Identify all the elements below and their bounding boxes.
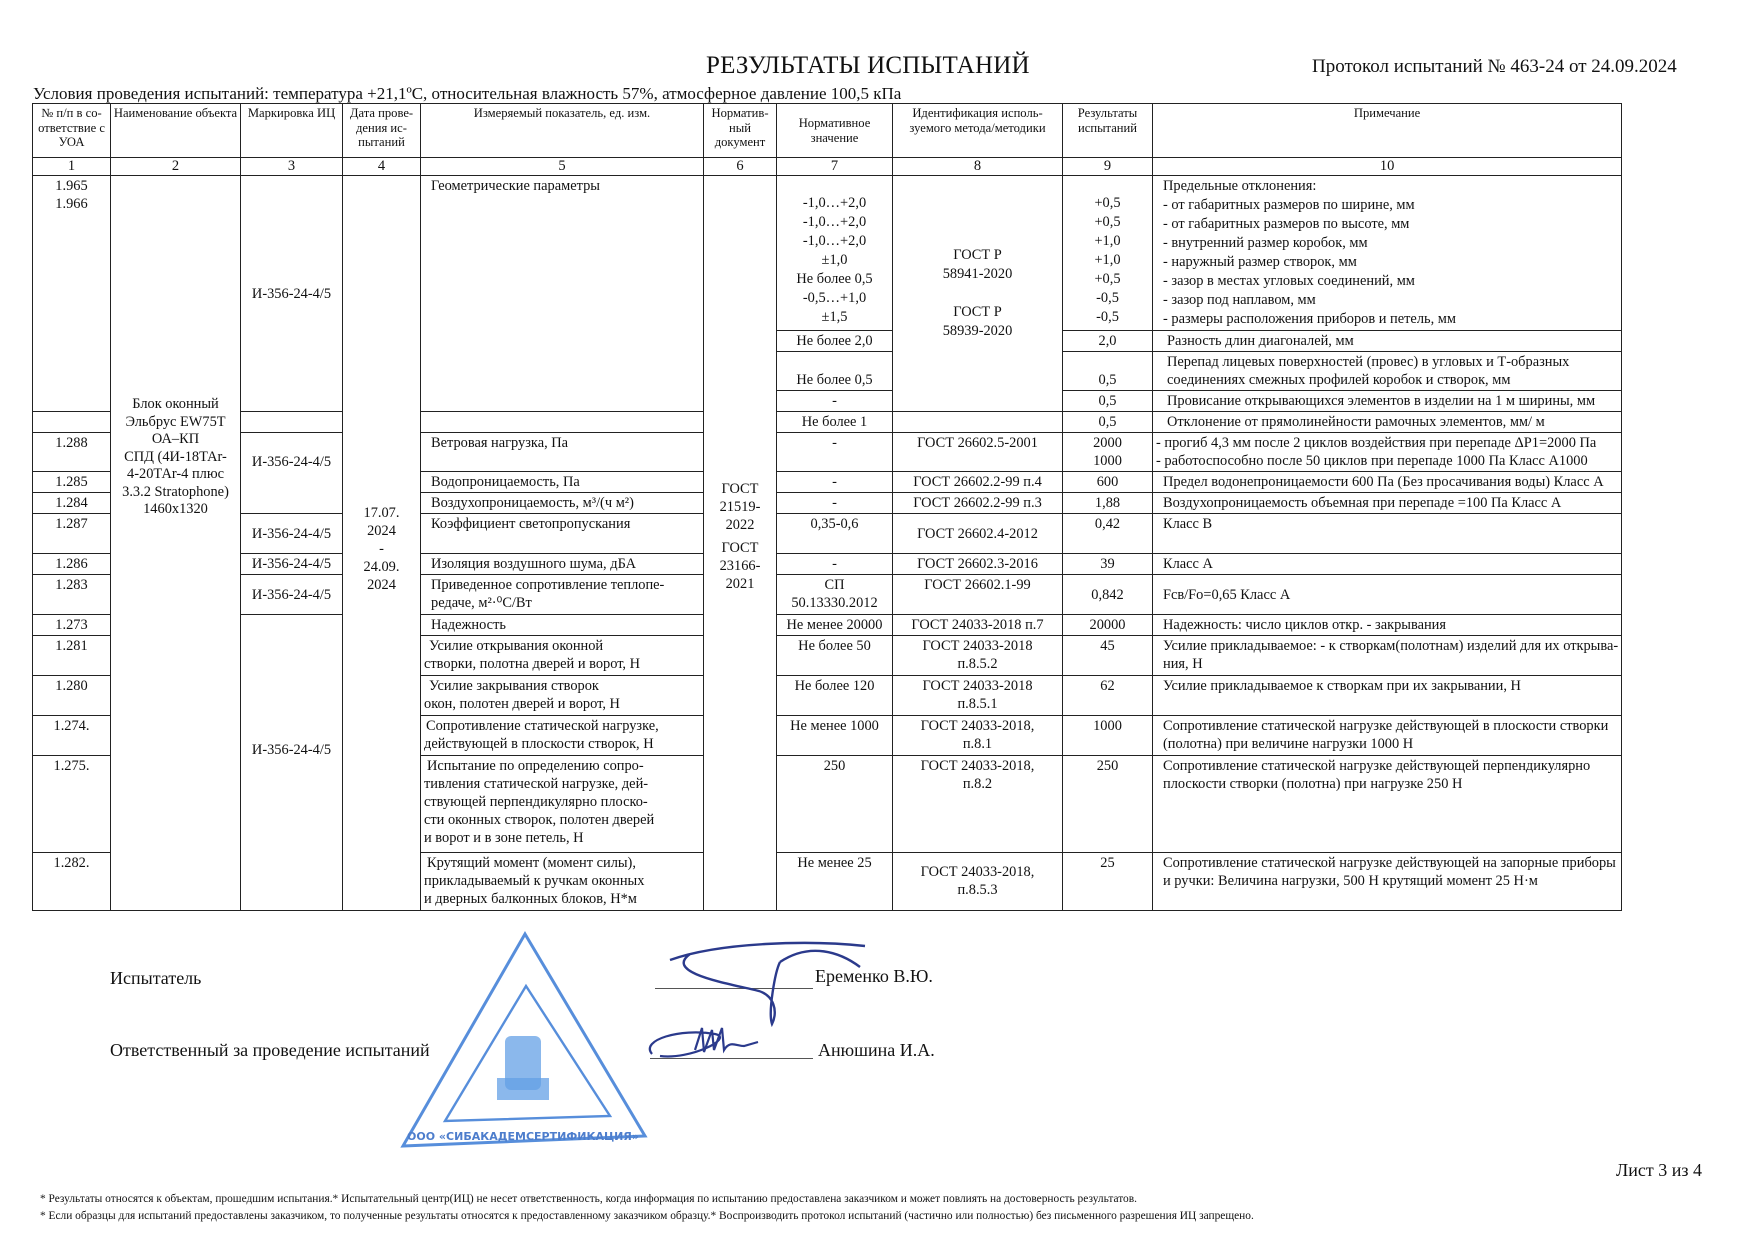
col-header: № п/п в со-ответствие с УОА bbox=[33, 104, 111, 158]
method: ГОСТ 24033-2018 п.8.5.1 bbox=[893, 676, 1063, 716]
note: Сопротивление статической нагрузке действующей на запорные приборы и ручки: Величина нагрузки, 500 Н крутящий момент 25 Н·м bbox=[1153, 853, 1622, 911]
indicator: Геометрические параметры bbox=[421, 176, 704, 412]
table-row bbox=[33, 514, 1622, 554]
indicator: Коэффициент светопропускания bbox=[421, 514, 704, 554]
table-row bbox=[33, 412, 1622, 433]
result-value: 0,5 bbox=[1063, 352, 1153, 391]
result-value: 45 bbox=[1063, 636, 1153, 676]
marking-id: И-356-24-4/5 bbox=[241, 514, 343, 554]
norm-value: - bbox=[777, 554, 893, 575]
result-value: 0,5 bbox=[1063, 391, 1153, 412]
tester-label: Испытатель bbox=[110, 968, 202, 988]
result-values: +0,5 +0,5 +1,0 +1,0 +0,5 -0,5 -0,5 bbox=[1063, 176, 1153, 331]
indicator: Усилие закрывания створок окон, полотен дверей и ворот, Н bbox=[421, 676, 704, 716]
note: Усилие прикладываемое к створкам при их закрывании, Н bbox=[1153, 676, 1622, 716]
item-id: 1.285 bbox=[33, 472, 111, 493]
results-table bbox=[32, 103, 1622, 911]
table-row bbox=[33, 554, 1622, 575]
test-dates: 17.07. 2024 - 24.09. 2024 bbox=[343, 176, 421, 911]
col-number: 6 bbox=[704, 158, 777, 176]
norm-value: Не более 1 bbox=[777, 412, 893, 433]
result-value: 1,88 bbox=[1063, 493, 1153, 514]
indicator: Надежность bbox=[421, 615, 704, 636]
table-row bbox=[33, 433, 1622, 472]
item-id: 1.280 bbox=[33, 676, 111, 716]
col-number: 1 bbox=[33, 158, 111, 176]
item-id: 1.287 bbox=[33, 514, 111, 554]
norm-value: Не более 2,0 bbox=[777, 331, 893, 352]
note: Отклонение от прямолинейности рамочных элементов, мм/ м bbox=[1153, 412, 1622, 433]
result-value: 2,0 bbox=[1063, 331, 1153, 352]
tester-signature bbox=[660, 932, 880, 1027]
footnote: * Если образцы для испытаний предоставлены заказчиком, то полученные результаты относятся к предоставленному заказчиком образцу.* Воспроизводить протокол испытаний (частично или полностью) без письменного разрешения ИЦ запрещено. bbox=[40, 1210, 1254, 1222]
col-number: 4 bbox=[343, 158, 421, 176]
result-value: 250 bbox=[1063, 756, 1153, 853]
note: Fсв/Fо=0,65 Класс А bbox=[1153, 575, 1622, 615]
norm-value: - bbox=[777, 472, 893, 493]
indicator: Сопротивление статической нагрузке, действующей в плоскости створок, Н bbox=[421, 716, 704, 756]
col-header: Маркировка ИЦ bbox=[241, 104, 343, 158]
col-header: Дата прове-дения ис-пытаний bbox=[343, 104, 421, 158]
result-value: 0,5 bbox=[1063, 412, 1153, 433]
norm-value: 0,35-0,6 bbox=[777, 514, 893, 554]
method: ГОСТ 24033-2018, п.8.2 bbox=[893, 756, 1063, 853]
marking-id: И-356-24-4/5 bbox=[241, 575, 343, 615]
marking-id: И-356-24-4/5 bbox=[241, 554, 343, 575]
method: ГОСТ 26602.4-2012 bbox=[893, 514, 1063, 554]
norm-value: Не менее 1000 bbox=[777, 716, 893, 756]
col-header: Результаты испытаний bbox=[1063, 104, 1153, 158]
indicator: Водопроницаемость, Па bbox=[421, 472, 704, 493]
item-id: 1.274. bbox=[33, 716, 111, 756]
note: Провисание открывающихся элементов в изделии на 1 м ширины, мм bbox=[1153, 391, 1622, 412]
norm-value: - bbox=[777, 493, 893, 514]
col-header: Примечание bbox=[1153, 104, 1622, 158]
col-number: 10 bbox=[1153, 158, 1622, 176]
col-header: Норматив-ный документ bbox=[704, 104, 777, 158]
result-value: 62 bbox=[1063, 676, 1153, 716]
indicator: Приведенное сопротивление теплопе- редаче, м²·⁰С/Вт bbox=[421, 575, 704, 615]
table-row bbox=[33, 615, 1622, 636]
note: Предел водонепроницаемости 600 Па (Без просачивания воды) Класс А bbox=[1153, 472, 1622, 493]
method: ГОСТ 24033-2018, п.8.5.3 bbox=[893, 853, 1063, 911]
note: Перепад лицевых поверхностей (провес) в угловых и Т-образных соединениях смежных профилей коробок и створок, мм bbox=[1153, 352, 1622, 391]
norm-value: - bbox=[777, 391, 893, 412]
column-numbers-row bbox=[33, 158, 1622, 176]
responsible-label: Ответственный за проведение испытаний bbox=[110, 1040, 430, 1060]
norm-document: ГОСТ 21519- 2022 ГОСТ 23166- 2021 bbox=[704, 176, 777, 911]
object-name: Блок оконный Эльбрус EW75T ОА–КП СПД (4И-18ТАr- 4-20ТАr-4 плюс 3.3.2 Stratophone) 1460x1320 bbox=[111, 176, 241, 911]
item-id: 1.273 bbox=[33, 615, 111, 636]
indicator: Усилие открывания оконной створки, полотна дверей и ворот, Н bbox=[421, 636, 704, 676]
result-value: 1000 bbox=[1063, 716, 1153, 756]
tester-name: Еременко В.Ю. bbox=[815, 966, 933, 986]
col-header: Наименование объекта bbox=[111, 104, 241, 158]
method: ГОСТ 26602.1-99 bbox=[893, 575, 1063, 615]
responsible-signature bbox=[640, 1020, 820, 1070]
indicator: Изоляция воздушного шума, дБА bbox=[421, 554, 704, 575]
item-id: 1.275. bbox=[33, 756, 111, 853]
item-id: 1.288 bbox=[33, 433, 111, 472]
note: Сопротивление статической нагрузке действующей в плоскости створки (полотна) при величине нагрузки 1000 Н bbox=[1153, 716, 1622, 756]
note: Разность длин диагоналей, мм bbox=[1153, 331, 1622, 352]
stamp-org-name: ООО «СИБАКАДЕМСЕРТИФИКАЦИЯ» bbox=[407, 1130, 639, 1143]
table-row bbox=[33, 176, 1622, 331]
marking-id: И-356-24-4/5 bbox=[241, 176, 343, 412]
norm-value: - bbox=[777, 433, 893, 472]
col-number: 8 bbox=[893, 158, 1063, 176]
note: Воздухопроницаемость объемная при перепаде =100 Па Класс А bbox=[1153, 493, 1622, 514]
norm-value: Не менее 20000 bbox=[777, 615, 893, 636]
method: ГОСТ 26602.3-2016 bbox=[893, 554, 1063, 575]
note: Усилие прикладываемое: - к створкам(полотнам) изделий для их открыва- ния, Н bbox=[1153, 636, 1622, 676]
norm-value: Не менее 25 bbox=[777, 853, 893, 911]
note: Надежность: число циклов откр. - закрывания bbox=[1153, 615, 1622, 636]
note: Предельные отклонения: - от габаритных размеров по ширине, мм - от габаритных размеров по высоте, мм - внутренний размер коробок, мм - наружный размер створок, мм - зазор в местах угловых соединений, мм - зазор под наплавом, мм - размеры расположения приборов и петель, мм bbox=[1153, 176, 1622, 331]
indicator: Воздухопроницаемость, м³/(ч м²) bbox=[421, 493, 704, 514]
result-value: 0,42 bbox=[1063, 514, 1153, 554]
method: ГОСТ 24033-2018, п.8.1 bbox=[893, 716, 1063, 756]
item-id: 1.281 bbox=[33, 636, 111, 676]
norm-value: Не более 0,5 bbox=[777, 352, 893, 391]
col-header: Измеряемый показатель, ед. изм. bbox=[421, 104, 704, 158]
result-value: 2000 1000 bbox=[1063, 433, 1153, 472]
protocol-number: Протокол испытаний № 463-24 от 24.09.2024 bbox=[1312, 56, 1677, 77]
result-value: 39 bbox=[1063, 554, 1153, 575]
result-value: 20000 bbox=[1063, 615, 1153, 636]
norm-value: Не более 50 bbox=[777, 636, 893, 676]
item-id: 1.283 bbox=[33, 575, 111, 615]
col-header: Нормативное значение bbox=[777, 104, 893, 158]
document-title: РЕЗУЛЬТАТЫ ИСПЫТАНИЙ bbox=[706, 52, 1030, 79]
footnote: * Результаты относятся к объектам, прошедшим испытания.* Испытательный центр(ИЦ) не несет ответственность, когда информация по испытанию предоставлена заказчиком и может повлиять на достоверность результатов. bbox=[40, 1193, 1137, 1205]
note: Класс В bbox=[1153, 514, 1622, 554]
note: Класс А bbox=[1153, 554, 1622, 575]
responsible-name: Анюшина И.А. bbox=[818, 1040, 935, 1060]
col-number: 5 bbox=[421, 158, 704, 176]
table-header-row bbox=[33, 104, 1622, 158]
result-value: 600 bbox=[1063, 472, 1153, 493]
item-id: 1.282. bbox=[33, 853, 111, 911]
col-number: 9 bbox=[1063, 158, 1153, 176]
norm-value: 250 bbox=[777, 756, 893, 853]
method: ГОСТ 24033-2018 п.7 bbox=[893, 615, 1063, 636]
norm-value: СП 50.13330.2012 bbox=[777, 575, 893, 615]
method: ГОСТ Р 58941-2020 ГОСТ Р 58939-2020 bbox=[893, 176, 1063, 412]
item-id: 1.284 bbox=[33, 493, 111, 514]
col-number: 3 bbox=[241, 158, 343, 176]
indicator: Ветровая нагрузка, Па bbox=[421, 433, 704, 472]
method: ГОСТ 26602.5-2001 bbox=[893, 433, 1063, 472]
indicator: Крутящий момент (момент силы), прикладываемый к ручкам оконных и дверных балконных блоков, Н*м bbox=[421, 853, 704, 911]
note: - прогиб 4,3 мм после 2 циклов воздействия при перепаде ΔР1=2000 Па - работоспособно после 50 циклов при перепаде 1000 Па Класс А1000 bbox=[1153, 433, 1622, 472]
test-conditions: Условия проведения испытаний: температура +21,1ºС, относительная влажность 57%, атмосферное давление 100,5 кПа bbox=[33, 84, 902, 103]
item-id: 1.286 bbox=[33, 554, 111, 575]
method: ГОСТ 26602.2-99 п.4 bbox=[893, 472, 1063, 493]
method: ГОСТ 26602.2-99 п.3 bbox=[893, 493, 1063, 514]
norm-values: -1,0…+2,0 -1,0…+2,0 -1,0…+2,0 ±1,0 Не более 0,5 -0,5…+1,0 ±1,5 bbox=[777, 176, 893, 331]
marking-id: И-356-24-4/5 bbox=[241, 615, 343, 911]
organization-stamp bbox=[395, 928, 655, 1156]
result-value: 0,842 bbox=[1063, 575, 1153, 615]
norm-value: Не более 120 bbox=[777, 676, 893, 716]
item-id: 1.965 1.966 bbox=[33, 176, 111, 412]
indicator: Испытание по определению сопро- тивления статической нагрузке, дей- ствующей перпендикулярно плоско- сти оконных створок, полотен дверей и ворот и в зоне петель, Н bbox=[421, 756, 704, 853]
result-value: 25 bbox=[1063, 853, 1153, 911]
col-number: 2 bbox=[111, 158, 241, 176]
sheet-number: Лист 3 из 4 bbox=[1616, 1160, 1702, 1180]
table-row bbox=[33, 575, 1622, 615]
method: ГОСТ 24033-2018 п.8.5.2 bbox=[893, 636, 1063, 676]
col-number: 7 bbox=[777, 158, 893, 176]
col-header: Идентификация исполь-зуемого метода/методики bbox=[893, 104, 1063, 158]
note: Сопротивление статической нагрузке действующей перпендикулярно плоскости створки (полотна) при нагрузке 250 Н bbox=[1153, 756, 1622, 853]
marking-id: И-356-24-4/5 bbox=[241, 433, 343, 514]
